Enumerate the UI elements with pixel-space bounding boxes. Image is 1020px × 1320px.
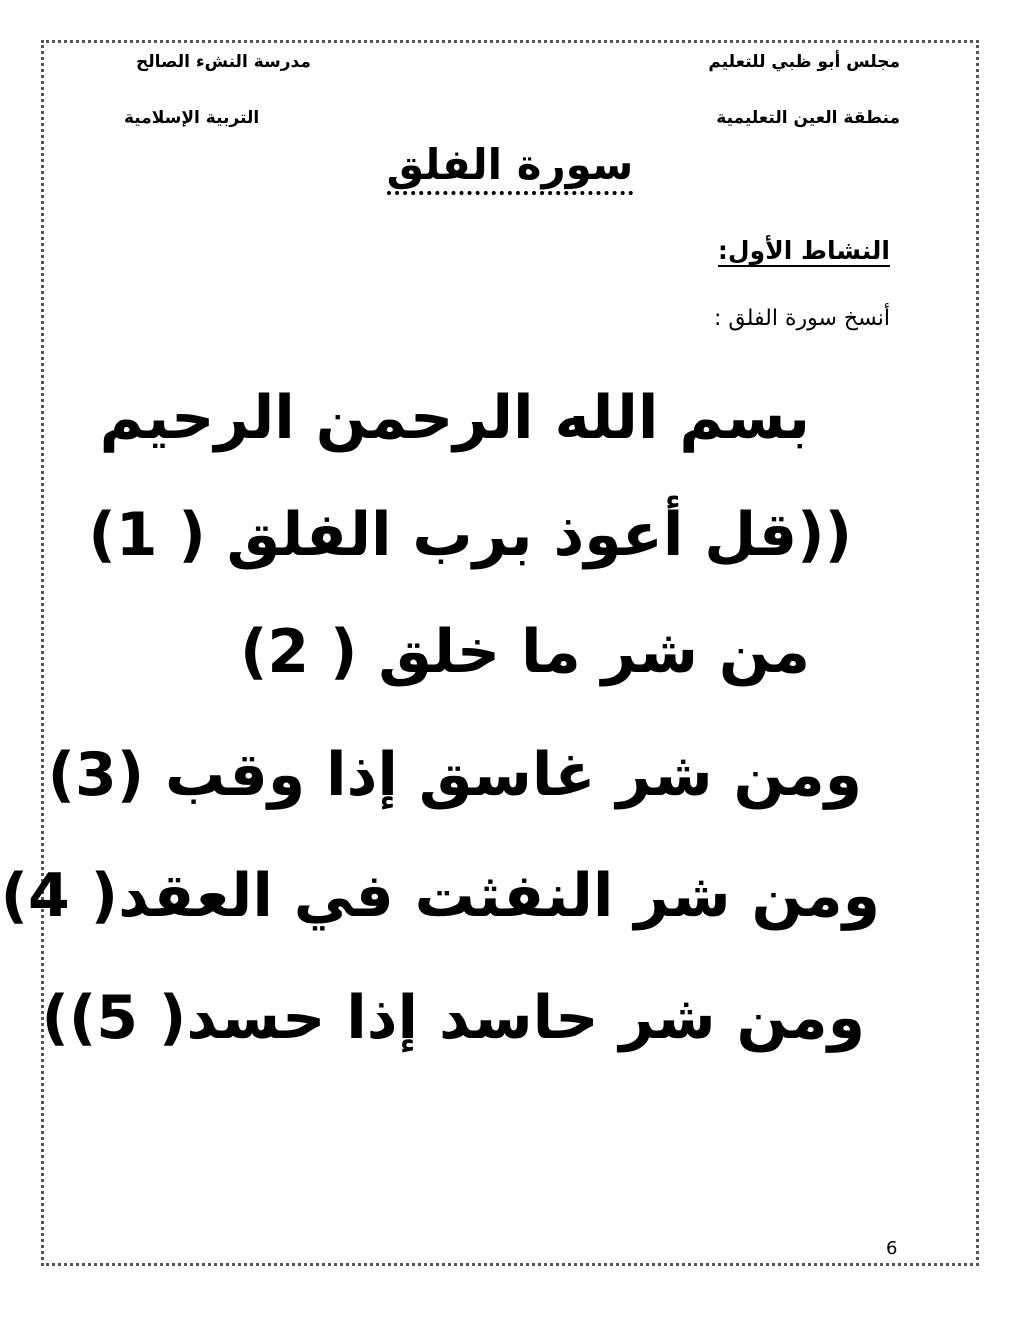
page-title bbox=[0, 140, 1020, 189]
verse-4: ومن شر النفثت في العقد( 4) bbox=[0, 861, 880, 931]
verse-2: من شر ما خلق ( 2) bbox=[239, 617, 810, 687]
council-name: مجلس أبو ظبي للتعليم bbox=[708, 52, 900, 72]
verse-3: ومن شر غاسق إذا وقب (3) bbox=[47, 740, 862, 810]
subject-name: التربية الإسلامية bbox=[124, 108, 260, 128]
school-name: مدرسة النشء الصالح bbox=[136, 52, 311, 72]
activity-heading-text: النشاط الأول: bbox=[717, 236, 890, 265]
zone-name: منطقة العين التعليمية bbox=[716, 108, 900, 128]
activity-instruction: أنسخ سورة الفلق : bbox=[714, 306, 890, 331]
activity-heading bbox=[718, 236, 890, 265]
verse-1: ((قل أعوذ برب الفلق ( 1) bbox=[88, 500, 852, 570]
page-number: 6 bbox=[886, 1238, 898, 1259]
page-title-text: سورة الفلق bbox=[387, 140, 634, 195]
verse-basmala: بسم الله الرحمن الرحيم bbox=[99, 383, 810, 453]
verse-5: ومن شر حاسد إذا حسد( 5)) bbox=[41, 983, 865, 1053]
